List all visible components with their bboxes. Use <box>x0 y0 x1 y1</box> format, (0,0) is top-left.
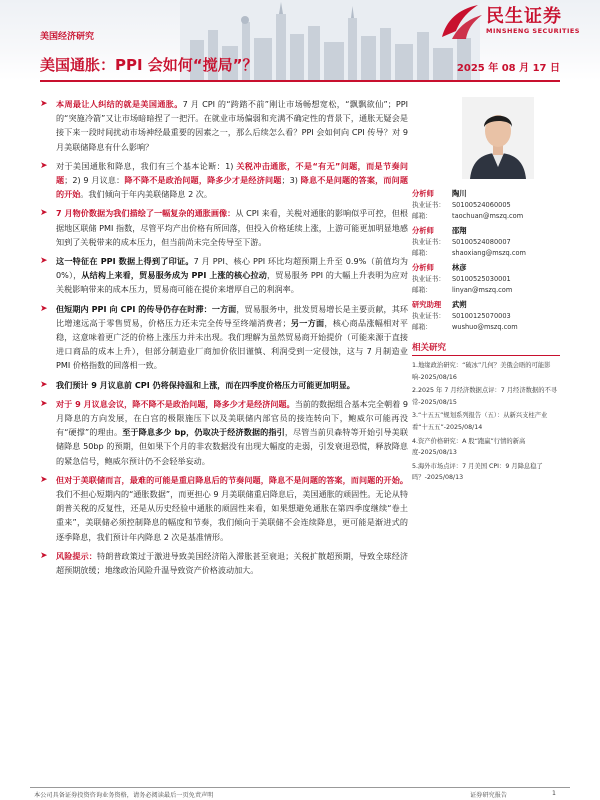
company-logo <box>438 2 600 44</box>
paragraph-text-run: 另一方面 <box>290 317 325 328</box>
report-date: 2025 年 08 月 17 日 <box>456 63 560 74</box>
analyst-card <box>412 299 560 333</box>
analyst-license: S0100524060005 <box>452 201 511 209</box>
analyst-name: 陶川 <box>452 189 467 198</box>
paragraph-text-run: 降不降不是政治问题，降多少才是经济问题 <box>124 175 282 186</box>
analyst-license-row <box>412 200 560 211</box>
paragraph-text-run: 降息不是问题的答案，而问题的开始 <box>56 175 408 200</box>
page-number: 1 <box>552 790 556 797</box>
bullet-arrow-icon: ➤ <box>40 398 48 409</box>
footer-rule <box>30 787 570 788</box>
analyst-email-label: 邮箱： <box>412 249 432 257</box>
analyst-name-row <box>412 188 560 200</box>
report-title: 美国通胀：PPI 会如何“搅局”？ <box>40 56 258 74</box>
body-paragraph <box>40 159 408 202</box>
related-research-item[interactable]: 5.海外市场点评：7 月美国 CPI：9 月降息稳了吗？-2025/08/13 <box>412 462 543 482</box>
paragraph-text-run: 对于美国通胀和降息，我们有三个基本论断：1) <box>56 160 237 171</box>
analyst-email-label: 邮箱： <box>412 212 432 220</box>
paragraph-text-run: ；3) <box>281 175 301 186</box>
related-research-item[interactable]: 1.地缘政治研究：“破冰”几何？美俄会晤的可能影响-2025/08/16 <box>412 362 551 381</box>
analyst-license-row <box>412 274 560 285</box>
analyst-name-row <box>412 299 560 311</box>
related-research <box>412 341 560 484</box>
analyst-email-row <box>412 322 560 333</box>
footer-doc-type: 证券研究报告 <box>470 792 508 799</box>
analyst-email-row <box>412 285 560 296</box>
paragraph-text-run: 当前的数据组合基本完全朝着 9 月降息的方向发展，在白宫的极限施压下以及美联储内部官员的接连转向下，鲍威尔可能再没有“硬撑”的理由。 <box>56 398 408 438</box>
bullet-arrow-icon: ➤ <box>40 160 48 171</box>
bullet-arrow-icon: ➤ <box>40 550 48 561</box>
body-paragraph <box>40 206 408 249</box>
analyst-email-row <box>412 248 560 259</box>
body-paragraph <box>40 549 408 577</box>
paragraph-text-run: 对于 9 月议息会议，降不降不是政治问题，降多少才是经济问题。 <box>56 398 295 409</box>
body-paragraph <box>40 397 408 468</box>
analyst-name-row <box>412 225 560 237</box>
paragraph-text-run: 但短期内 PPI 向 CPI 的传导仍存在时滞：一方面 <box>56 303 237 314</box>
analyst-license-label: 执业证书： <box>412 312 445 320</box>
bullet-arrow-icon: ➤ <box>40 474 48 485</box>
sidebar <box>412 97 560 486</box>
analyst-card <box>412 225 560 259</box>
analyst-license-label: 执业证书： <box>412 201 445 209</box>
paragraph-text-run: ，贸易服务 PPI 的大幅上升表明为应对关税影响带来的成本压力，贸易商可能在提价来增厚自己的利润率。 <box>56 270 409 295</box>
analyst-role: 分析师 <box>412 226 434 235</box>
analyst-name: 林彦 <box>452 263 467 272</box>
analyst-role: 研究助理 <box>412 300 442 309</box>
paragraph-text-run: 风险提示： <box>56 550 97 561</box>
analyst-photo <box>462 97 534 179</box>
body-paragraph <box>40 97 408 154</box>
paragraph-text-run: 7 月 CPI 的“跨踏不前”刚让市场畅想宽松，“飘飘欲仙”；PPI 的“突施冷箭”又让市场暗暗捏了一把汗。在就业市场偏弱和充满不确定性的背景下，通胀无疑会是接下来一段时间扰动市场神经最重要的因素之一，那么后续怎么看？PPI 会如何向 CPI 传导？对 9 月美联储降息有什么影响？ <box>56 99 408 152</box>
logo-text-en: MINSHENG SECURITIES <box>486 27 580 35</box>
paragraph-text-run: 这一特征在 PPI 数据上得到了印证。 <box>56 256 194 267</box>
analyst-email[interactable]: linyan@mszq.com <box>452 286 513 294</box>
paragraph-text-run: ；2) 9 月议息： <box>64 175 125 186</box>
analyst-email-label: 邮箱： <box>412 323 432 331</box>
report-series-label: 美国经济研究 <box>40 32 95 42</box>
paragraph-text-run: 我们不担心短期内的“通胀数据”，而更担心 9 月美联储重启降息后，美国通胀的顽固性。无论从特朗普关税的反复性，还是从历史经验中通胀的顽固性来看，如果想避免通胀在第四季度继续“卷土重来”，美联储必须控制降息的幅度和节奏，我们倾向于美联储不会连续降息，更可能是渐进式的逐季降息，我们预计年内降息 2 次是基准情形。 <box>56 489 408 542</box>
related-research-item[interactable]: 4.资产价格研究：A 股“跑赢”行情的新高度-2025/08/13 <box>412 437 526 457</box>
analyst-license-row <box>412 311 560 322</box>
paragraph-text-run: 特朗普政策过于激进导致美国经济陷入滞胀甚至衰退；关税扩散超预期，导致全球经济超预期放缓；地缘政治风险升温导致资产价格波动加大。 <box>56 550 408 576</box>
body-paragraph <box>40 254 408 297</box>
paragraph-text-run: 。我们倾向于年内美联储降息 2 次。 <box>80 189 212 200</box>
paragraph-text-run: 从结构上来看，贸易服务成为 PPI 上涨的核心拉动 <box>81 270 267 281</box>
header-rule <box>40 80 560 82</box>
related-research-item[interactable]: 2.2025 年 7 月经济数据点评：7 月经济数据的不寻常-2025/08/15 <box>412 387 558 406</box>
footer-disclaimer: 本公司具备证券投资咨询业务资格，请务必阅读最后一页免责声明 <box>34 792 214 799</box>
paragraph-text-run: 7 月 PPI、核心 PPI 环比均超预期上升至 0.9%（前值均为 0%）， <box>56 256 408 281</box>
analyst-list <box>412 188 560 333</box>
bullet-arrow-icon: ➤ <box>40 208 48 219</box>
analyst-email[interactable]: wushuo@mszq.com <box>452 323 518 331</box>
analyst-name: 武朔 <box>452 300 467 309</box>
body-paragraph <box>40 473 408 544</box>
analyst-email[interactable]: taochuan@mszq.com <box>452 212 524 220</box>
paragraph-text-run: 本周最让人纠结的就是美国通胀。 <box>56 99 183 109</box>
paragraph-text-run: ，贸易服务中，批发贸易增长是主要贡献，其环比增速远高于零售贸易，价格压力还未完全传导至终端消费者； <box>56 303 408 328</box>
bullet-arrow-icon: ➤ <box>40 303 48 314</box>
analyst-card <box>412 262 560 296</box>
analyst-license-label: 执业证书： <box>412 238 445 246</box>
paragraph-text-run: 从 CPI 来看，关税对通胀的影响似乎可控，但根据地区联储 PMI 指数，尽管平均产出价格有所回落，但投入价格延续上涨，上游可能更加明显地感知到了关税带来的成本压力，但当前尚未完全传导至下游。 <box>56 208 408 247</box>
analyst-role: 分析师 <box>412 189 434 198</box>
analyst-license: S0100125070003 <box>452 312 511 320</box>
analyst-role: 分析师 <box>412 263 434 272</box>
analyst-name: 邵翔 <box>452 226 467 235</box>
analyst-license-label: 执业证书： <box>412 275 445 283</box>
body-paragraph <box>40 378 408 392</box>
paragraph-text-run: ，尽管当前贝森特等开始引导美联储降息 50bp 的预期，但如果下个月的非农数据没有出现大幅度的走弱，引发衰退恐慌，释放降息的紧急信号，鲍威尔预计仍不会轻举妄动。 <box>56 427 408 466</box>
report-body <box>40 97 408 582</box>
analyst-email[interactable]: shaoxiang@mszq.com <box>452 249 526 257</box>
related-research-title: 相关研究 <box>412 341 560 356</box>
analyst-email-row <box>412 211 560 222</box>
paragraph-text-run: ，核心商品涨幅相对平稳，这意味着更广泛的价格上涨压力并未出现。我们理解为虽然贸易商开始提价（可能来源于直接进口商品的成本上升），但部分制造业厂商加价依旧谨慎、利润受到一定侵蚀，这与 7 月制造业 PMI 价格指数的回落相一致。 <box>56 317 408 371</box>
paragraph-text-run: 关税冲击通胀，不是“有无”问题，而是节奏问题 <box>56 160 408 186</box>
header-banner <box>0 0 600 80</box>
paragraph-text-run: 至于降息多少 bp，仍取决于经济数据的指引 <box>122 427 285 438</box>
related-research-list <box>412 360 560 484</box>
bullet-arrow-icon: ➤ <box>40 99 48 109</box>
logo-text-cn: 民生证券 <box>486 6 562 27</box>
analyst-card <box>412 188 560 222</box>
paragraph-text-run: 我们预计 9 月议息前 CPI 仍将保持温和上涨，而在四季度价格压力可能更加明显。 <box>56 379 355 390</box>
body-paragraph <box>40 302 408 373</box>
bullet-arrow-icon: ➤ <box>40 379 48 390</box>
analyst-email-label: 邮箱： <box>412 286 432 294</box>
paragraph-text-run: 7 月物价数据为我们描绘了一幅复杂的通胀画像： <box>56 208 236 219</box>
paragraph-text-run: 但对于美联储而言，最难的可能是重启降息后的节奏问题，降息不是问题的答案，而问题的开始。 <box>56 474 408 485</box>
analyst-license: S0100524080007 <box>452 238 511 246</box>
logo-mark-icon <box>438 3 484 43</box>
analyst-license: S0100525030001 <box>452 275 511 283</box>
analyst-name-row <box>412 262 560 274</box>
analyst-license-row <box>412 237 560 248</box>
bullet-arrow-icon: ➤ <box>40 256 48 267</box>
related-research-item[interactable]: 3.“十五五”规划系列报告（五）：从新兴支柱产业看“十五五”-2025/08/14 <box>412 412 548 431</box>
